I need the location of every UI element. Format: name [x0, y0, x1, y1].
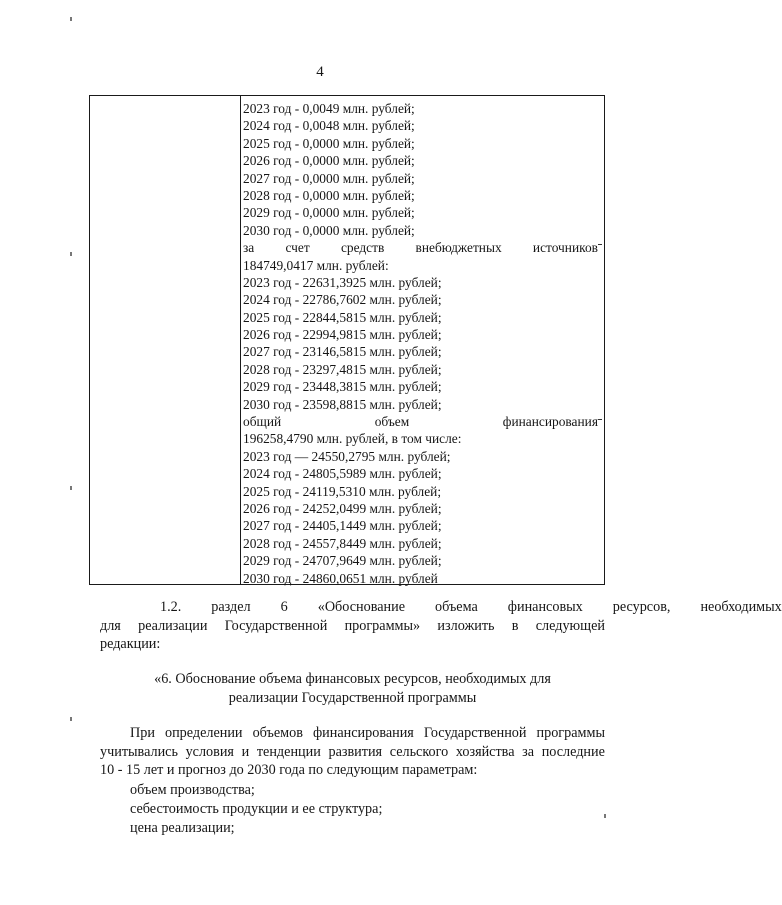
word: определении [164, 725, 243, 741]
word: ресурсов, [612, 599, 671, 615]
word: учитывались [100, 743, 178, 760]
word: и [241, 743, 250, 760]
heading-word: объем [374, 414, 410, 430]
table-line: 2028 год - 0,0000 млн. рублей; [243, 187, 415, 203]
table-line: 2027 год - 0,0000 млн. рублей; [243, 170, 415, 186]
word: 6 [280, 599, 288, 615]
word: для [100, 617, 121, 634]
extrabudget-total: 184749,0417 млн. рублей: [243, 257, 389, 273]
scan-margin-mark [70, 717, 72, 721]
word: последние [541, 743, 605, 760]
word: сельского [389, 743, 449, 760]
heading-word: общий [243, 414, 282, 430]
scan-margin-mark [604, 814, 606, 818]
section-heading [100, 670, 605, 707]
list-item: цена реализации; [130, 820, 235, 836]
list-item: объем производства; [130, 782, 255, 798]
word: 1.2. [160, 599, 182, 615]
table-line: 2026 год - 24252,0499 млн. рублей; [243, 500, 442, 516]
table-cell-right [243, 100, 598, 587]
word: финансовых [507, 599, 583, 615]
heading-word: внебюджетных [415, 240, 502, 256]
word: раздел [211, 599, 251, 615]
word: объемов [252, 725, 303, 741]
word: финансирования [312, 725, 414, 741]
table-line: 2027 год - 24405,1449 млн. рублей; [243, 518, 442, 534]
table-line: 2030 год - 23598,8815 млн. рублей; [243, 396, 442, 412]
scan-dash-mark [598, 244, 602, 245]
word: «Обоснование [317, 599, 405, 615]
table-line: 2027 год - 23146,5815 млн. рублей; [243, 344, 442, 360]
word: изложить [437, 617, 495, 634]
table-line: 2024 год - 24805,5989 млн. рублей; [243, 466, 442, 482]
table-line: 2023 год — 24550,2795 млн. рублей; [243, 448, 451, 464]
heading-word: финансирования [502, 414, 598, 430]
table-line: 2028 год - 23297,4815 млн. рублей; [243, 361, 442, 377]
financing-table [89, 95, 605, 585]
body-paragraph [100, 724, 605, 780]
list-item: себестоимость продукции и ее структура; [130, 801, 383, 817]
word: хозяйства [455, 743, 515, 760]
table-column-divider [240, 96, 241, 584]
word: При [130, 725, 155, 741]
amendment-paragraph [100, 598, 782, 654]
extrabudget-heading [243, 239, 598, 256]
word: тенденции [256, 743, 321, 760]
word: необходимых [700, 599, 782, 615]
scan-margin-mark [70, 486, 72, 490]
word: Государственной [224, 617, 328, 634]
table-line: 2030 год - 0,0000 млн. рублей; [243, 222, 415, 238]
table-line: 2023 год - 0,0049 млн. рублей; [243, 101, 415, 116]
table-line: 2025 год - 0,0000 млн. рублей; [243, 135, 415, 151]
table-line: 2030 год - 24860,0651 млн. рублей [243, 570, 438, 586]
scan-margin-mark [70, 252, 72, 256]
heading-word: источников [532, 240, 598, 256]
table-line: 2023 год - 22631,3925 млн. рублей; [243, 274, 442, 290]
word: Государственной [423, 725, 527, 741]
heading-line: «6. Обоснование объема финансовых ресурсов, необходимых для [154, 671, 551, 687]
paragraph-line: редакции: [100, 636, 161, 653]
table-line: 2026 год - 0,0000 млн. рублей; [243, 153, 415, 169]
table-line: 2029 год - 24707,9649 млн. рублей; [243, 553, 442, 569]
total-value: 196258,4790 млн. рублей, в том числе: [243, 431, 462, 447]
heading-word: счет [285, 240, 310, 256]
total-heading [243, 413, 598, 430]
word: следующей [535, 617, 605, 634]
word: условия [185, 743, 234, 760]
word: программы» [344, 617, 421, 634]
scan-dash-mark [598, 419, 602, 420]
heading-word: средств [340, 240, 385, 256]
word: за [522, 743, 535, 760]
table-line: 2029 год - 23448,3815 млн. рублей; [243, 379, 442, 395]
heading-line: реализации Государственной программы [228, 689, 477, 706]
table-line: 2024 год - 0,0048 млн. рублей; [243, 118, 415, 134]
word: развития [328, 743, 383, 760]
heading-word: за [243, 240, 255, 256]
table-line: 2025 год - 24119,5310 млн. рублей; [243, 483, 442, 499]
word: объема [435, 599, 478, 615]
table-line: 2028 год - 24557,8449 млн. рублей; [243, 535, 442, 551]
page-number: 4 [316, 64, 324, 80]
word: в [511, 617, 519, 634]
paragraph-line: 10 - 15 лет и прогноз до 2030 года по следующим параметрам: [100, 762, 478, 779]
table-line: 2029 год - 0,0000 млн. рублей; [243, 205, 415, 221]
word: программы [536, 725, 605, 741]
table-line: 2025 год - 22844,5815 млн. рублей; [243, 309, 442, 325]
table-line: 2026 год - 22994,9815 млн. рублей; [243, 327, 442, 343]
table-line: 2024 год - 22786,7602 млн. рублей; [243, 292, 442, 308]
scan-margin-mark [70, 17, 72, 21]
word: реализации [138, 617, 208, 634]
